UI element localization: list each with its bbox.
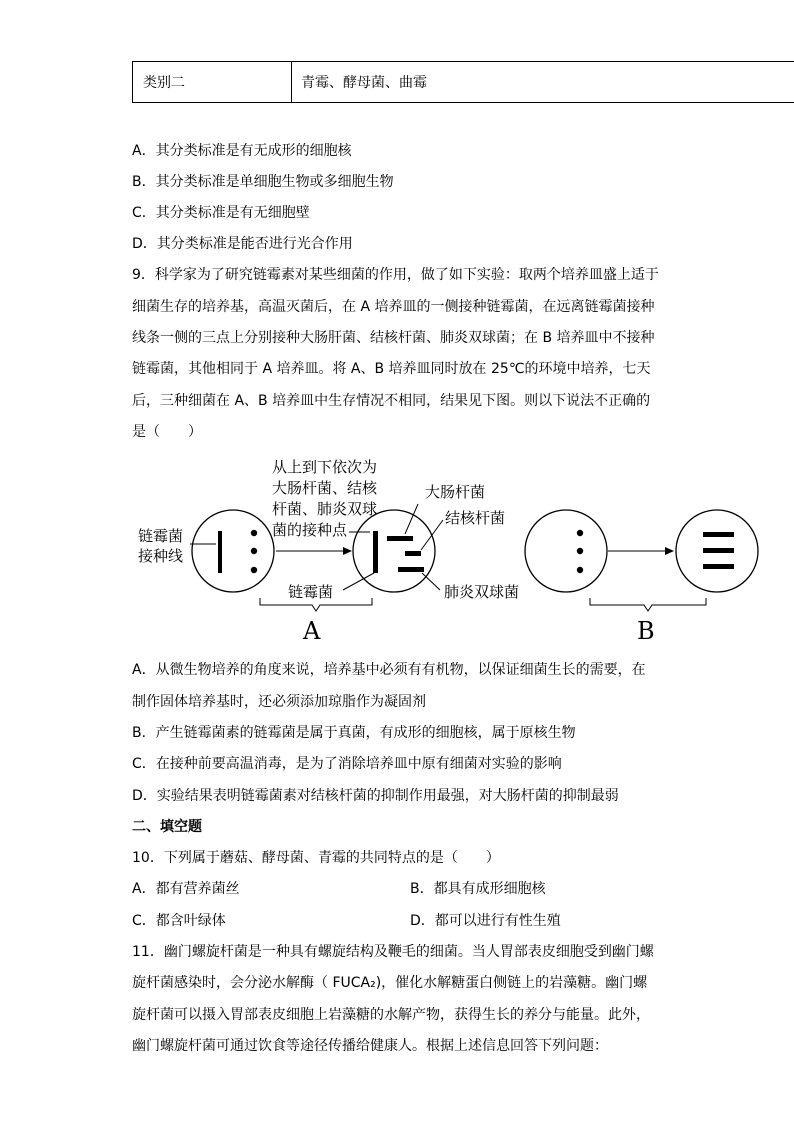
q9-option-a: A．从微生物培养的角度来说，培养基中必须有有机物，以保证细菌生长的需要，在 xyxy=(132,662,646,678)
q10-stem: 10．下列属于蘑菇、酵母菌、青霉的共同特点的是（ ） xyxy=(132,850,500,866)
arrow-head xyxy=(665,547,674,555)
pointer-line xyxy=(405,504,418,534)
q8-option-c: C．其分类标准是有无细胞壁 xyxy=(132,205,310,221)
q10-option-c: C．都含叶绿体 xyxy=(132,913,226,929)
figure-top-note: 从上到下依次为 xyxy=(272,458,378,476)
dish-b-before xyxy=(525,510,607,592)
inoculation-point xyxy=(251,530,257,536)
figure-top-note: 菌的接种点 xyxy=(272,521,348,539)
arrow-head xyxy=(343,547,352,555)
q9-option-c: C．在接种前要高温消毒，是为了消除培养皿中原有细菌对实验的影响 xyxy=(132,756,562,772)
q9-option-d: D．实验结果表明链霉菌素对结核杆菌的抑制作用最强，对大肠杆菌的抑制最弱 xyxy=(132,788,619,804)
streptomyces-growth xyxy=(373,531,378,573)
e-coli-growth xyxy=(387,536,413,541)
q10-option-a: A．都有营养菌丝 xyxy=(132,881,240,897)
q9-option-a-cont: 制作固体培养基时，还必须添加琼脂作为凝固剂 xyxy=(132,694,426,710)
q11-line: 幽门螺旋杆菌可通过饮食等途径传播给健康人。根据上述信息回答下列问题： xyxy=(132,1038,608,1054)
inoculation-point xyxy=(577,530,583,536)
q9-stem-line: 链霉菌，其他相同于 A 培养皿。将 A、B 培养皿同时放在 25℃的环境中培养，七天 xyxy=(132,361,651,377)
q9-stem-line: 是（ ） xyxy=(132,424,202,440)
pneumococcus-label: 肺炎双球菌 xyxy=(444,583,520,601)
group-b-label: B xyxy=(637,617,655,645)
q10-option-b: B．都具有成形细胞核 xyxy=(410,881,546,897)
tb-growth-b xyxy=(703,548,734,553)
figure-top-note: 大肠杆菌、结核 xyxy=(272,479,378,497)
q9-stem-line: 线条一侧的三点上分别接种大肠肝菌、结核杆菌、肺炎双球菌；在 B 培养皿中不接种 xyxy=(132,330,655,346)
q8-option-b: B．其分类标准是单细胞生物或多细胞生物 xyxy=(132,174,394,190)
tb-label: 结核杆菌 xyxy=(445,509,506,527)
bottom-streptomyces-label: 链霉菌 xyxy=(288,583,334,601)
q8-option-d: D．其分类标准是能否进行光合作用 xyxy=(132,236,353,252)
inoculation-point xyxy=(251,567,257,573)
inoculation-point xyxy=(577,548,583,554)
inoculation-point xyxy=(577,567,583,573)
pointer-line xyxy=(343,573,374,590)
bracket-b xyxy=(590,598,706,611)
q11-line: 旋杆菌可以摄入胃部表皮细胞上岩藻糖的水解产物，获得生长的养分与能量。此外， xyxy=(132,1007,650,1023)
classification-table xyxy=(132,61,794,103)
pneumococcus-growth xyxy=(398,567,424,572)
table-divider xyxy=(291,62,292,102)
dish-a-after xyxy=(353,510,435,592)
pointer-line xyxy=(421,520,443,550)
q9-stem-line: 细菌生存的培养基，高温灭菌后，在 A 培养皿的一侧接种链霉菌，在远离链霉菌接种 xyxy=(132,299,655,315)
group-a-label: A xyxy=(303,617,321,645)
pointer-line xyxy=(422,573,440,590)
figure-top-note: 杆菌、肺炎双球 xyxy=(272,500,378,518)
inoculation-line-label: 接种线 xyxy=(138,547,184,565)
e-coli-label: 大肠杆菌 xyxy=(425,483,486,501)
section-title: 二、填空题 xyxy=(132,819,202,835)
q9-stem-line: 后，三种细菌在 A、B 培养皿中生存情况不相同，结果见下图。则以下说法不正确的 xyxy=(132,393,651,409)
pneumococcus-growth-b xyxy=(703,564,734,569)
e-coli-growth-b xyxy=(703,532,734,537)
q8-option-a: A．其分类标准是有无成形的细胞核 xyxy=(132,143,352,159)
q9-option-b: B．产生链霉菌素的链霉菌是属于真菌，有成形的细胞核，属于原核生物 xyxy=(132,725,576,741)
q10-option-d: D．都可以进行有性生殖 xyxy=(410,913,561,929)
streptomyces-line xyxy=(218,531,222,573)
dish-a-before xyxy=(192,510,274,592)
table-row-label: 类别二 xyxy=(143,75,185,91)
inoculation-point xyxy=(251,548,257,554)
streptomyces-label: 链霉菌 xyxy=(138,527,184,545)
table-row-value: 青霉、酵母菌、曲霉 xyxy=(301,75,427,91)
petri-dish-figure xyxy=(0,450,794,650)
q11-line: 11．幽门螺旋杆菌是一种具有螺旋结构及鞭毛的细菌。当人胃部表皮细胞受到幽门螺 xyxy=(132,944,654,960)
tb-growth xyxy=(405,551,421,556)
q11-line: 旋杆菌感染时，会分泌水解酶（ FUCA₂)，催化水解糖蛋白侧链上的岩藻糖。幽门螺 xyxy=(132,975,648,991)
q9-stem-line: 9．科学家为了研究链霉素对某些细菌的作用，做了如下实验：取两个培养皿盛上适于 xyxy=(132,267,659,283)
